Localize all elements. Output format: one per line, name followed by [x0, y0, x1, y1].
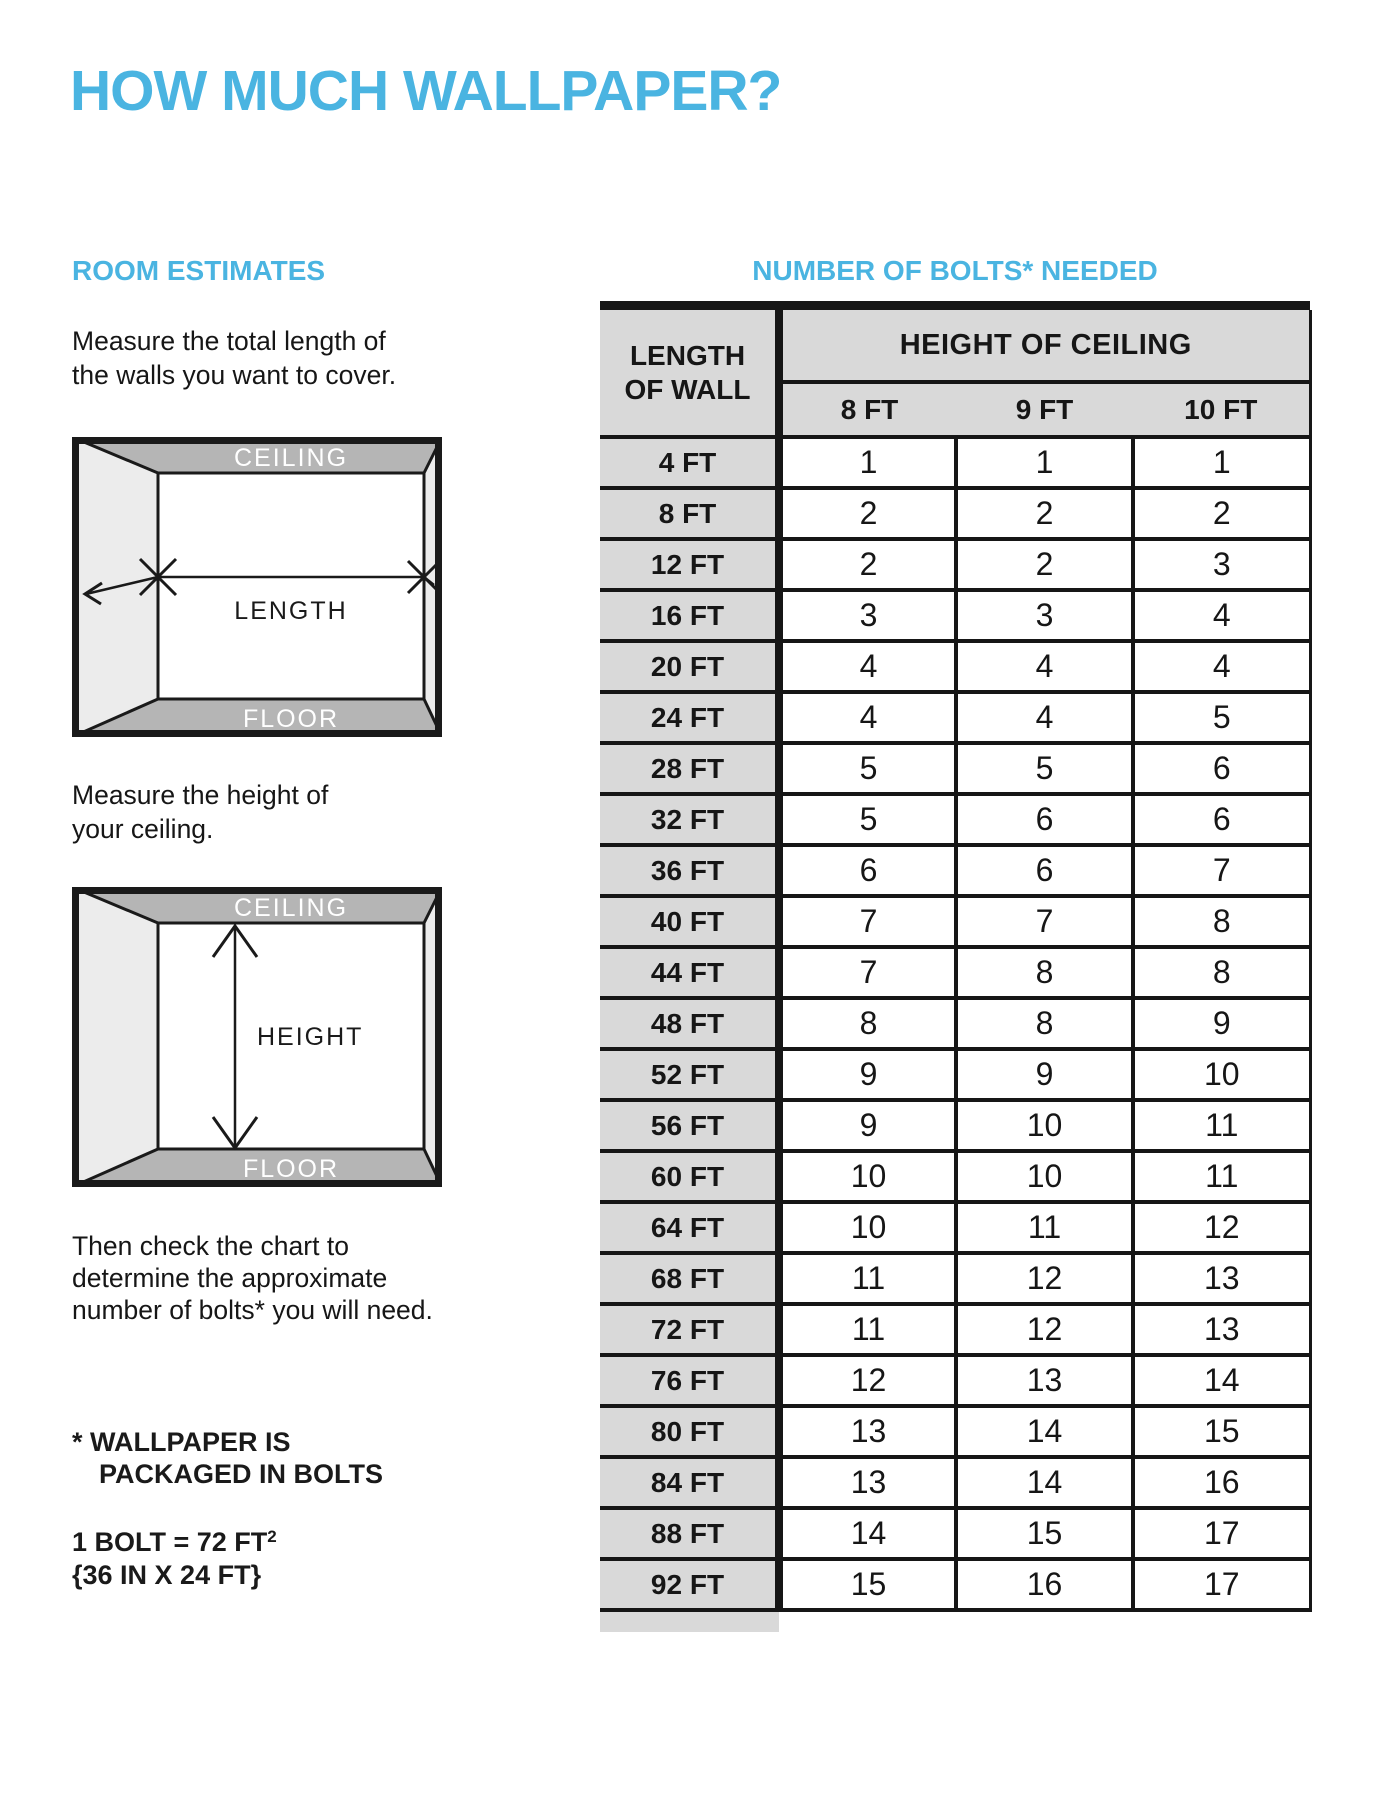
table-row [600, 1253, 1310, 1304]
cell-9ft: 16 [956, 1559, 1133, 1610]
cell-9ft: 8 [956, 947, 1133, 998]
cell-10ft: 6 [1133, 743, 1310, 794]
cell-8ft: 13 [779, 1457, 956, 1508]
cell-9ft: 5 [956, 743, 1133, 794]
table-row [600, 1202, 1310, 1253]
col-header-10ft: 10 FT [1133, 382, 1310, 437]
table-row [600, 743, 1310, 794]
left-wall-plane [72, 887, 158, 1187]
cell-9ft: 13 [956, 1355, 1133, 1406]
cell-10ft: 6 [1133, 794, 1310, 845]
cell-9ft: 6 [956, 794, 1133, 845]
room-height-drawing [72, 887, 442, 1187]
table-header-row [600, 310, 1310, 382]
paragraph-check-chart [72, 1230, 433, 1326]
cell-10ft: 8 [1133, 896, 1310, 947]
section-heading-room-estimates: ROOM ESTIMATES [72, 255, 326, 286]
floor-label: FLOOR [242, 1155, 340, 1183]
room-length-drawing [72, 437, 442, 737]
row-label: 72 FT [600, 1304, 779, 1355]
cell-9ft: 14 [956, 1406, 1133, 1457]
cell-10ft: 12 [1133, 1202, 1310, 1253]
cell-10ft: 15 [1133, 1406, 1310, 1457]
paragraph-line: Measure the total length of [72, 326, 386, 356]
cell-8ft: 14 [779, 1508, 956, 1559]
cell-10ft: 3 [1133, 539, 1310, 590]
row-label: 80 FT [600, 1406, 779, 1457]
paragraph-line: Measure the height of [72, 780, 329, 810]
cell-8ft: 12 [779, 1355, 956, 1406]
cell-8ft: 10 [779, 1151, 956, 1202]
cell-9ft: 4 [956, 641, 1133, 692]
table-body [600, 437, 1310, 1610]
row-label: 28 FT [600, 743, 779, 794]
floor-label: FLOOR [242, 705, 340, 733]
cell-10ft: 17 [1133, 1508, 1310, 1559]
cell-9ft: 1 [956, 437, 1133, 488]
ceiling-label: CEILING [233, 444, 349, 472]
row-label: 4 FT [600, 437, 779, 488]
cell-9ft: 4 [956, 692, 1133, 743]
row-label: 84 FT [600, 1457, 779, 1508]
cell-10ft: 13 [1133, 1304, 1310, 1355]
col-header-8ft: 8 FT [779, 382, 956, 437]
cell-9ft: 9 [956, 1049, 1133, 1100]
note-line: * WALLPAPER IS [72, 1427, 291, 1457]
height-of-ceiling-header: HEIGHT OF CEILING [779, 310, 1310, 382]
paragraph-measure-length [72, 324, 396, 392]
table-row [600, 1457, 1310, 1508]
length-of-wall-header [600, 310, 779, 437]
page-title: HOW MUCH WALLPAPER? [70, 59, 782, 123]
cell-8ft: 11 [779, 1304, 956, 1355]
table-row [600, 692, 1310, 743]
cell-10ft: 4 [1133, 590, 1310, 641]
cell-9ft: 15 [956, 1508, 1133, 1559]
col-header-9ft: 9 FT [956, 382, 1133, 437]
table-row [600, 437, 1310, 488]
cell-9ft: 8 [956, 998, 1133, 1049]
cell-9ft: 12 [956, 1304, 1133, 1355]
table-row [600, 590, 1310, 641]
cell-10ft: 7 [1133, 845, 1310, 896]
cell-9ft: 10 [956, 1100, 1133, 1151]
cell-9ft: 2 [956, 488, 1133, 539]
note-line: PACKAGED IN BOLTS [99, 1459, 384, 1489]
cell-8ft: 1 [779, 437, 956, 488]
row-label: 64 FT [600, 1202, 779, 1253]
row-label: 12 FT [600, 539, 779, 590]
length-of-wall-line: LENGTH [629, 339, 746, 371]
paragraph-line: Then check the chart to [72, 1231, 349, 1261]
cell-9ft: 12 [956, 1253, 1133, 1304]
cell-8ft: 10 [779, 1202, 956, 1253]
room-length-diagram [72, 437, 442, 737]
cell-8ft: 5 [779, 743, 956, 794]
height-label: HEIGHT [257, 1023, 364, 1051]
back-wall-plane [158, 473, 424, 699]
row-label: 32 FT [600, 794, 779, 845]
table-row [600, 488, 1310, 539]
cell-8ft: 7 [779, 896, 956, 947]
table-row [600, 1151, 1310, 1202]
note-wallpaper-bolts [72, 1426, 383, 1490]
row-label: 24 FT [600, 692, 779, 743]
cell-8ft: 7 [779, 947, 956, 998]
cell-8ft: 3 [779, 590, 956, 641]
table-row [600, 1049, 1310, 1100]
row-label: 68 FT [600, 1253, 779, 1304]
cell-10ft: 11 [1133, 1100, 1310, 1151]
cell-10ft: 17 [1133, 1559, 1310, 1610]
paragraph-line: number of bolts* you will need. [72, 1295, 433, 1325]
cell-10ft: 16 [1133, 1457, 1310, 1508]
squared-superscript: 2 [267, 1527, 277, 1546]
cell-8ft: 4 [779, 641, 956, 692]
cell-8ft: 8 [779, 998, 956, 1049]
table-row [600, 1508, 1310, 1559]
cell-10ft: 11 [1133, 1151, 1310, 1202]
cell-10ft: 2 [1133, 488, 1310, 539]
paragraph-line: your ceiling. [72, 814, 214, 844]
cell-8ft: 13 [779, 1406, 956, 1457]
table-row [600, 1100, 1310, 1151]
table-row [600, 998, 1310, 1049]
table-row [600, 794, 1310, 845]
room-height-diagram [72, 887, 442, 1187]
cell-10ft: 14 [1133, 1355, 1310, 1406]
table-row [600, 845, 1310, 896]
bolt-equation-text: 1 BOLT = 72 FT [72, 1527, 268, 1557]
table-heading: NUMBER OF BOLTS* NEEDED [752, 255, 1158, 286]
table-row [600, 1406, 1310, 1457]
row-label: 56 FT [600, 1100, 779, 1151]
row-label: 16 FT [600, 590, 779, 641]
paragraph-measure-height [72, 778, 328, 846]
table-row [600, 539, 1310, 590]
length-label: LENGTH [234, 597, 348, 625]
table-row [600, 1355, 1310, 1406]
length-of-wall-line: OF WALL [624, 373, 751, 405]
bolts-table [600, 310, 1312, 1612]
row-label: 48 FT [600, 998, 779, 1049]
cell-10ft: 8 [1133, 947, 1310, 998]
cell-8ft: 9 [779, 1100, 956, 1151]
cell-10ft: 10 [1133, 1049, 1310, 1100]
paragraph-line: the walls you want to cover. [72, 360, 397, 390]
table-footer-strip [600, 1612, 779, 1632]
cell-10ft: 4 [1133, 641, 1310, 692]
paragraph-line: determine the approximate [72, 1263, 388, 1293]
row-label: 60 FT [600, 1151, 779, 1202]
row-label: 20 FT [600, 641, 779, 692]
row-label: 40 FT [600, 896, 779, 947]
cell-10ft: 9 [1133, 998, 1310, 1049]
cell-9ft: 11 [956, 1202, 1133, 1253]
row-label: 92 FT [600, 1559, 779, 1610]
table-row [600, 1304, 1310, 1355]
row-label: 36 FT [600, 845, 779, 896]
cell-8ft: 11 [779, 1253, 956, 1304]
bolts-table-container [600, 301, 1310, 1632]
table-row [600, 947, 1310, 998]
row-label: 8 FT [600, 488, 779, 539]
cell-9ft: 6 [956, 845, 1133, 896]
ceiling-label: CEILING [233, 894, 349, 922]
table-row [600, 1559, 1310, 1610]
cell-8ft: 6 [779, 845, 956, 896]
cell-8ft: 2 [779, 488, 956, 539]
bolt-equation [72, 1520, 277, 1559]
note-bolt-size [72, 1520, 277, 1592]
table-row [600, 896, 1310, 947]
cell-10ft: 5 [1133, 692, 1310, 743]
cell-8ft: 4 [779, 692, 956, 743]
row-label: 88 FT [600, 1508, 779, 1559]
bolt-dimensions: {36 IN X 24 FT} [72, 1560, 262, 1590]
row-label: 76 FT [600, 1355, 779, 1406]
cell-10ft: 13 [1133, 1253, 1310, 1304]
cell-8ft: 5 [779, 794, 956, 845]
cell-9ft: 2 [956, 539, 1133, 590]
cell-9ft: 14 [956, 1457, 1133, 1508]
row-label: 44 FT [600, 947, 779, 998]
cell-8ft: 2 [779, 539, 956, 590]
row-label: 52 FT [600, 1049, 779, 1100]
cell-9ft: 10 [956, 1151, 1133, 1202]
cell-8ft: 9 [779, 1049, 956, 1100]
cell-10ft: 1 [1133, 437, 1310, 488]
cell-8ft: 15 [779, 1559, 956, 1610]
table-row [600, 641, 1310, 692]
cell-9ft: 7 [956, 896, 1133, 947]
cell-9ft: 3 [956, 590, 1133, 641]
